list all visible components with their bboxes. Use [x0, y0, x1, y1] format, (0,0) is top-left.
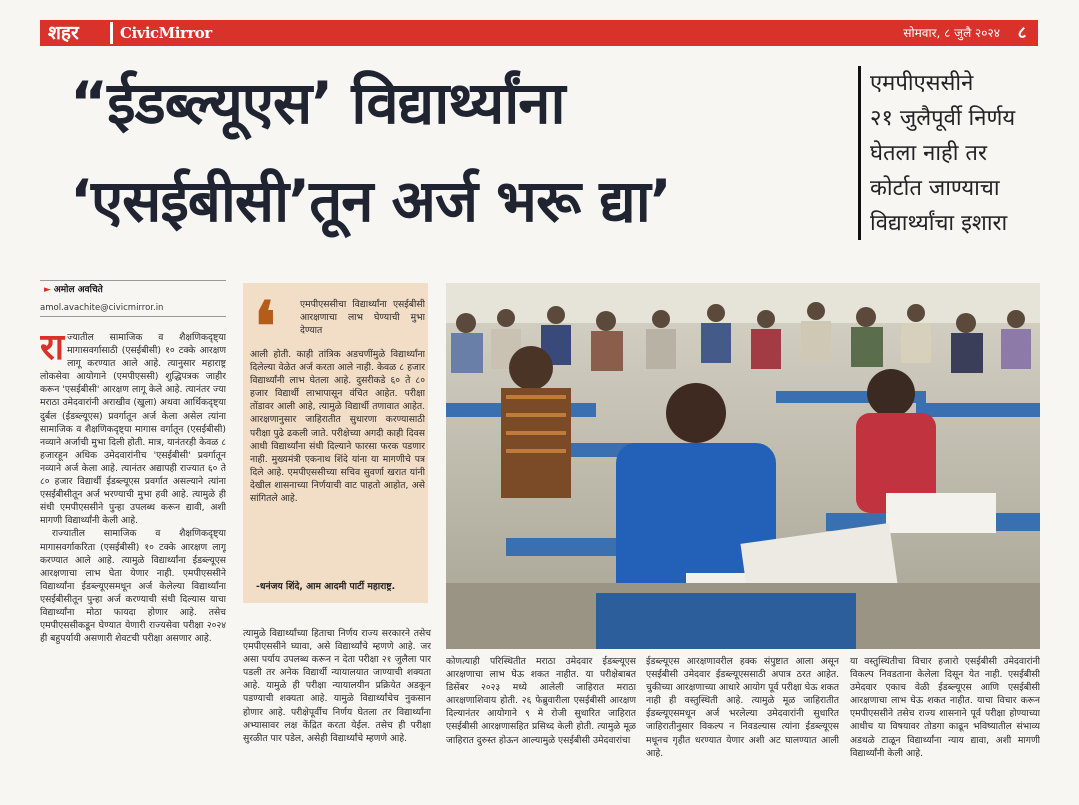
sub-headline	[870, 66, 1048, 246]
page-number: ८	[1017, 23, 1027, 43]
sub-headline-line: कोर्टात जाण्याचा	[870, 176, 1000, 201]
section-label: शहर	[48, 22, 79, 44]
article-column-5: या वस्तुस्थितीचा विचार हजारो एसईबीसी उमेदवारांनी विकल्प निवडताना केलेला दिसून येत नाही. एसईबीसी उमेदवार एकाच वेळी ईडब्ल्यूएस आणि एसईबीसी आरक्षणाचा लाभ घेऊ शकत नाहीत. याचा विचार करून एमपीएससीने तसेच राज्य शासनाने पूर्व परीक्षा होण्याच्या आधीच या विषयावर तोडगा काढून भविष्यातील संभाव्य अडथळे टाळून विद्यार्थ्यांना न्याय द्यावा, अशी मागणी विद्यार्थ्यांनी केली आहे.	[850, 656, 1040, 759]
exam-hall-photo	[446, 283, 1040, 649]
sub-headline-line: एमपीएससीने	[870, 71, 974, 96]
byline-rule	[40, 316, 226, 317]
quote-text-top: एमपीएससीचा विद्यार्थ्यांना एसईबीसी आरक्षणाचा लाभ घेण्याची मुभा देण्यात	[300, 299, 425, 337]
masthead-divider	[110, 22, 113, 44]
headline-line-2: ‘एसईबीसी’तून अर्ज भरू द्या’	[70, 167, 671, 235]
sub-headline-line: घेतला नाही तर	[870, 141, 987, 166]
quote-mark-icon: ❛	[254, 287, 276, 367]
headline-line-1: “ईडब्ल्यूएस’ विद्यार्थ्यांना	[70, 69, 565, 137]
paragraph: राज्यातील सामाजिक व शैक्षणिकदृष्ट्या मागासवर्गाकरिता (एसईबीसी) १० टक्के आरक्षण लागू करण्यात आले आहे. त्यामुळे विद्यार्थ्यांना ईडब्ल्यूएस आरक्षणाचा लाभ घेता येणार नाही. एमपीएससीने विद्यार्थ्यांना ईडब्ल्यूएसमधून अर्ज केलेल्या विद्यार्थ्यांना एसईबीसीतून पुन्हा अर्ज करण्याची संधी दिल्यास याचा विद्यार्थ्यांना मोठा फायदा होणार आहे. तसेच एमपीएससीकडून घेण्यात येणारी राज्यसेवा परीक्षा २०२४ ही बहुपर्यायी असणारी शेवटची परीक्षा असणार आहे.	[40, 528, 226, 645]
students-writing-exam-illustration	[446, 283, 1040, 649]
article-column-3: कोणत्याही परिस्थितीत मराठा उमेदवार ईडब्ल्यूएस आरक्षणाचा लाभ घेऊ शकत नाहीत. या परीक्षेबाबत डिसेंबर २०२३ मध्ये आलेली जाहिरात मराठा आरक्षणाशिवाय होती. २६ फेब्रुवारीला एसईबीसी आरक्षण दिल्यानंतर आयोगाने ९ मे रोजी सुधारित जाहिरात एसईबीसी आरक्षणासहित प्रसिध्द केली होती. त्यामुळे मूळ जाहिरात दुरुस्त होऊन आल्यामुळे एसईबीसी उमेदवारांचा	[446, 656, 636, 746]
issue-date: सोमवार, ८ जुलै २०२४	[903, 26, 1000, 40]
brand-logo: CivicMirror	[120, 24, 212, 42]
byline-name	[44, 283, 224, 297]
sub-headline-line: विद्यार्थ्यांचा इशारा	[870, 211, 1008, 236]
paragraph: ज्यातील सामाजिक व शैक्षणिकदृष्ट्या मागासवर्गासाठी (एसईबीसी) १० टक्के आरक्षण लागू करण्यात आले आहे. त्यानुसार महाराष्ट्र लोकसेवा आयोगाने (एमपीएससी) शुद्धिपत्रक जाहीर करून 'एसईबीसी' आरक्षण लागू केले आहे. त्यानंतर ज्या मराठा उमेदवारांनी अराखीव (खुला) अथवा आर्थिकदृष्ट्या दुर्बल (ईडब्ल्यूएस) प्रवर्गातून अर्ज केला असेल त्यांना सामाजिक व शैक्षणिकदृष्ट्या मागास वर्गातून (एसईबीसी) नव्याने अर्जाची मुभा दिली होती. मात्र, यानंतरही केवळ ८ हजारहून अधिक उमेदवारांनीच 'एसईबीसी' प्रवर्गातून नव्याने अर्ज केला आहे. त्यानंतर अद्यापही राज्यात ६० ते ८० हजार विद्यार्थी ईडब्ल्यूएस प्रवर्गात असल्याने त्यांना एसईबीसीतून अर्ज भरण्याची मुभा हवी आहे. त्यामुळे ही संधी एमपीएससीने पुन्हा उपलब्ध करून द्यावी, अशी मागणी विद्यार्थ्यांनी केली आहे.	[40, 332, 226, 527]
article-column-1	[40, 331, 226, 791]
article-column-4: ईडब्ल्यूएस आरक्षणावरील हक्क संपुष्टात आला असून एसईबीसी उमेदवार ईडब्ल्यूएससाठी अपात्र ठरत आहेत. चुकीच्या आरक्षणाच्या आधारे आयोग पूर्व परीक्षा घेऊ शकत नाही ही वस्तुस्थिती आहे. त्यामुळे मूळ जाहिरातीत ईडब्ल्यूएसमधून अर्ज भरलेल्या उमेदवारांनी सुधारित जाहिरातीनुसार विकल्प न निवडल्यास त्यांना ईडब्ल्यूएस मधूनच गृहीत धरण्यात येणार अशी अट घालण्यात आली आहे.	[646, 656, 839, 759]
sub-headline-line: २१ जुलैपूर्वी निर्णय	[870, 106, 1016, 131]
quote-text-body: आली होती. काही तांत्रिक अडचणींमुळे विद्यार्थ्यांना दिलेल्या वेळेत अर्ज करता आले नाही. केवळ ८ हजार विद्यार्थ्यांनी लाभ घेतला आहे. दुसरीकडे ६० ते ८० हजार विद्यार्थी लाभापासून वंचित आहेत. परीक्षा तोंडावर आली आहे, त्यामुळे विद्यार्थी तणावात आहेत. आरक्षणानुसार जाहिरातीत सुधारणा करण्यासाठी परीक्षा पुढे ढकली जाते. परीक्षेच्या अगदी काही दिवस आधी विद्यार्थ्यांना संधी दिल्याने फारसा फरक पडणार नाही. मुख्यमंत्री एकनाथ शिंदे यांना या मागणीचे पत्र दिले आहे. एमपीएससीच्या सचिव सुवर्णा खरात यांनी देखील शासनाच्या निर्णयाची वाट पाहतो आहोत, असे सांगितले आहे.	[250, 349, 425, 505]
drop-cap: रा	[40, 331, 65, 368]
triangle-bullet-icon: ►	[44, 285, 51, 295]
quote-signature: -धनंजय शिंदे, आम आदमी पार्टी महाराष्ट्र.	[256, 581, 396, 592]
author-name: अमोल अवचिते	[53, 285, 103, 295]
sidebar-divider	[858, 66, 861, 240]
byline-rule	[40, 280, 226, 281]
author-email[interactable]: amol.avachite@civicmirror.in	[40, 303, 164, 313]
article-column-2: त्यामुळे विद्यार्थ्यांच्या हिताचा निर्णय राज्य सरकारने तसेच एमपीएससीने घ्यावा, असे विद्यार्थ्यांचे म्हणणे आहे. जर असा पर्याय उपलब्ध करून न देता परीक्षा २१ जुलैला पार पडली तर अनेक विद्यार्थी न्यायालयात जाण्याची शक्यता आहे. यामुळे ही परीक्षा न्यायालयीन प्रक्रियेत अडकून पडण्याची शक्यता आहे. यामुळे विद्यार्थ्यांचेच नुकसान होणार आहे. परीक्षेपूर्वीच निर्णय घेतला तर विद्यार्थ्यांना अभ्यासावर लक्ष केंद्रित करता येईल. तसेच ही परीक्षा सुरळीत पार पडेल, असेही विद्यार्थ्यांचे म्हणणे आहे.	[243, 628, 431, 744]
